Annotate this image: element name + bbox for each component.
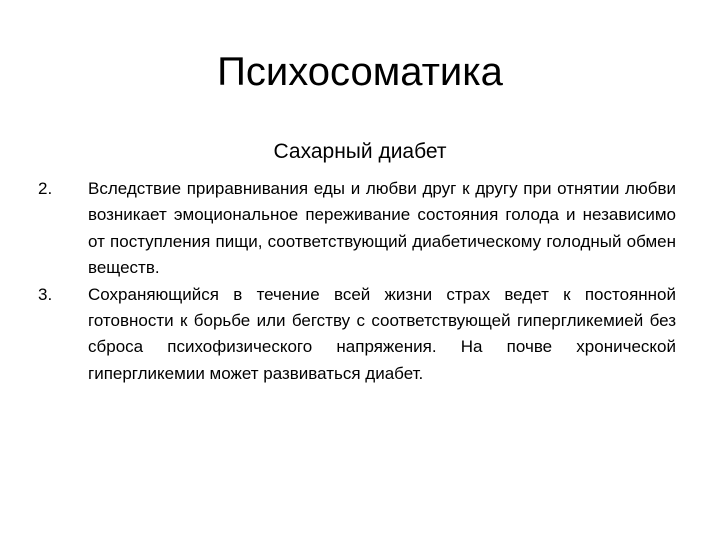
list-item-text: Сохраняющийся в течение всей жизни страх ведет к постоянной готовности к борьбе или бегству с соответствующей гипергликемией без сброса психофизического напряжения. На почве хронической гипергликемии может развиваться диабет. bbox=[88, 284, 676, 383]
list-item-number: 3. bbox=[38, 284, 53, 304]
list-item bbox=[38, 176, 676, 282]
slide-title: Психосоматика bbox=[217, 50, 503, 94]
list-item bbox=[38, 282, 676, 388]
slide-subtitle: Сахарный диабет bbox=[273, 140, 447, 163]
list-item-text: Вследствие приравнивания еды и любви друг к другу при отнятии любви возникает эмоциональное переживание состояния голода и независимо от поступления пищи, соответствующий диабетическому голодный обмен веществ. bbox=[88, 179, 676, 278]
numbered-list bbox=[38, 176, 676, 387]
list-item-number: 2. bbox=[38, 179, 53, 198]
